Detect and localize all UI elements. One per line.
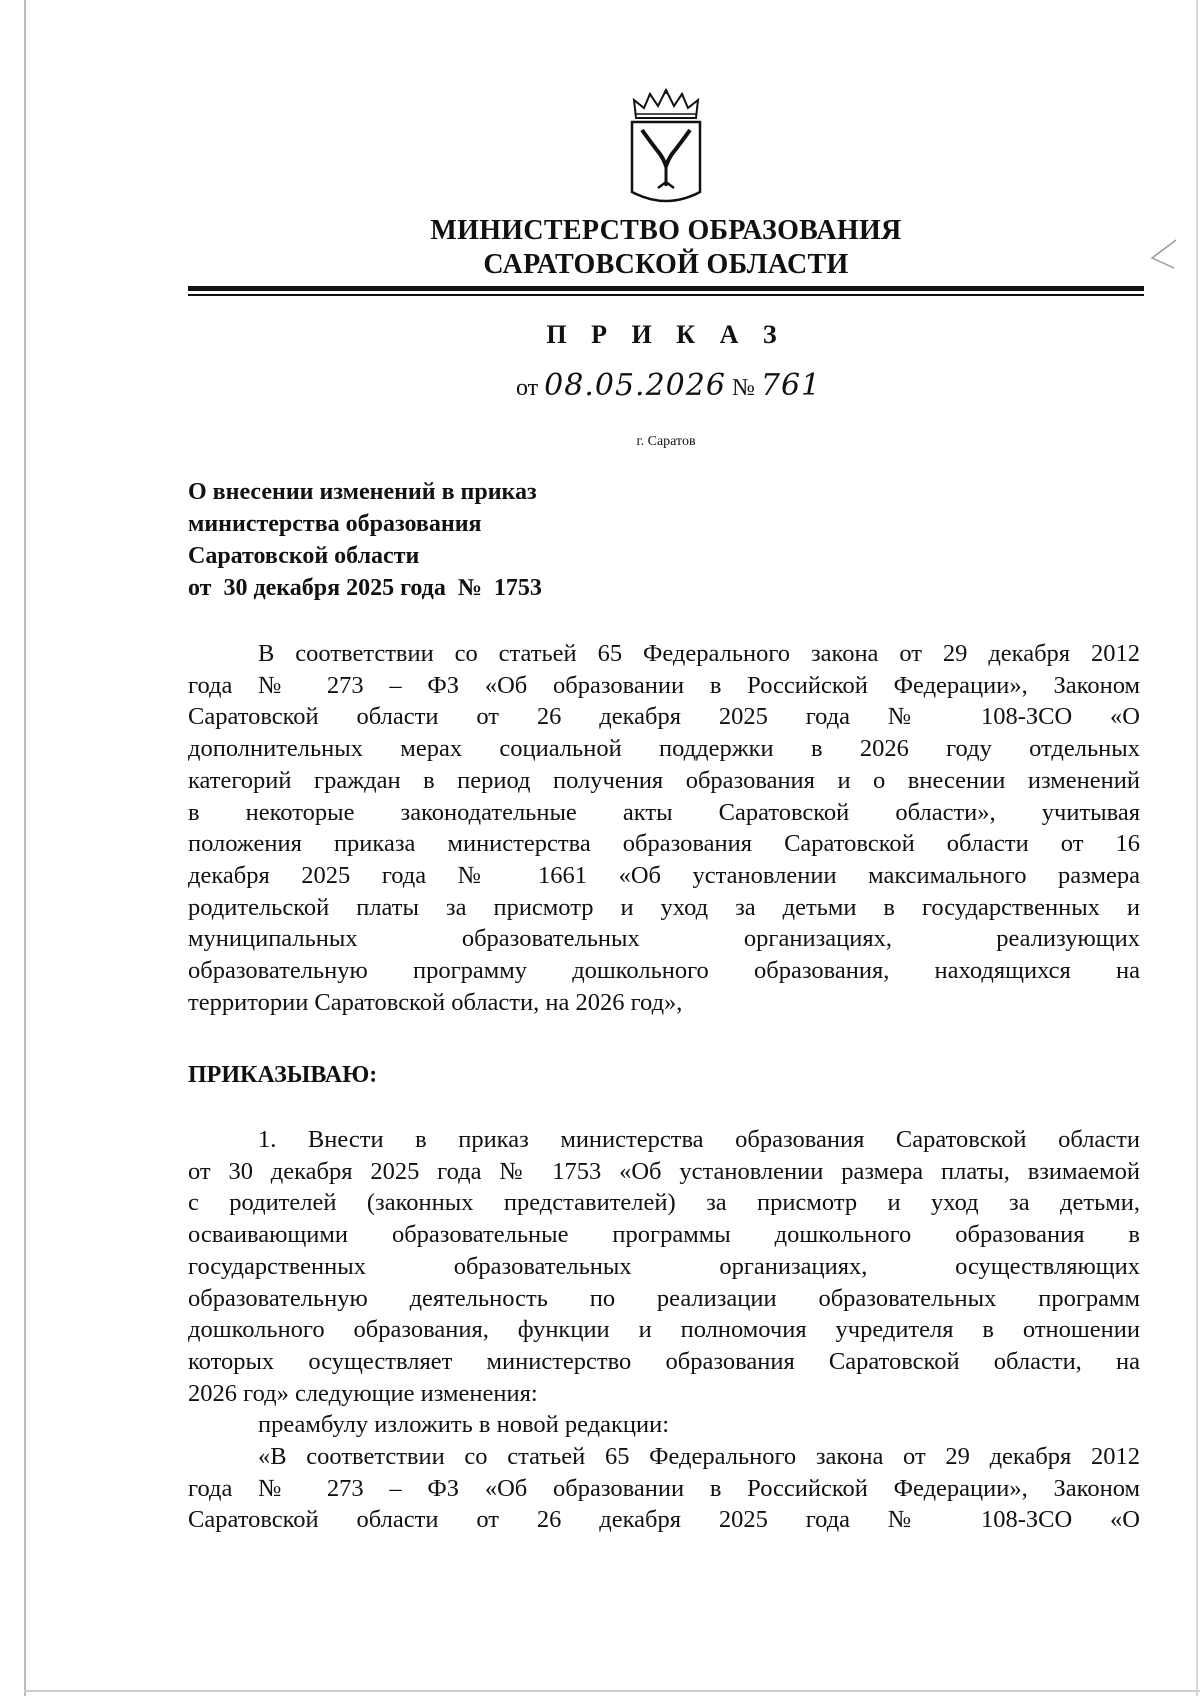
subject-line: министерства образования (188, 511, 482, 537)
text-line: образовательную деятельность по реализации образовательных программ (188, 1284, 1140, 1312)
text-line: Саратовской области от 26 декабря 2025 года № 108-ЗСО «О (188, 1506, 1140, 1534)
org-name-line1: МИНИСТЕРСТВО ОБРАЗОВАНИЯ (430, 215, 902, 246)
text-line: дошкольного образования, функции и полномочия учредителя в отношении (188, 1316, 1140, 1344)
date-number-line (516, 368, 821, 403)
text-line: территории Саратовской области, на 2026 год», (188, 988, 683, 1016)
text-line: категорий граждан в период получения образования и о внесении изменений (188, 766, 1140, 794)
text-line: в некоторые законодательные акты Саратовской области», учитывая (188, 798, 1140, 826)
text-line: с родителей (законных представителей) за присмотр и уход за детьми, (188, 1189, 1140, 1217)
text-line: декабря 2025 года № 1661 «Об установлении максимального размера (188, 861, 1140, 889)
handwritten-date: 08.05.2026 (544, 368, 726, 403)
subject-line: от 30 декабря 2025 года № 1753 (188, 575, 542, 601)
letterhead-rule-thick (188, 286, 1144, 291)
text-line: В соответствии со статьей 65 Федерального закона от 29 декабря 2012 (258, 640, 1140, 667)
letterhead (188, 214, 1144, 282)
text-line: дополнительных мерах социальной поддержки в 2026 году отдельных (188, 735, 1140, 763)
subject-line: О внесении изменений в приказ (188, 479, 537, 505)
text-line: которых осуществляет министерство образования Саратовской области, на (188, 1347, 1140, 1375)
letterhead-rule-thin (188, 294, 1144, 296)
preamble-paragraph (188, 638, 1140, 1018)
order-directive-heading: ПРИКАЗЫВАЮ: (188, 1062, 378, 1088)
text-line: осваивающими образовательные программы дошкольного образования в (188, 1221, 1140, 1249)
margin-pencil-mark (1148, 236, 1178, 272)
scan-edge-right (1196, 0, 1198, 1696)
text-line: образовательную программу дошкольного образования, находящихся на (188, 957, 1140, 985)
text-line: родительской платы за присмотр и уход за детьми в государственных и (188, 893, 1140, 921)
document-type: П Р И К А З (546, 320, 786, 349)
order-item-paragraph (188, 1124, 1140, 1536)
text-line: 1. Внести в приказ министерства образования Саратовской области (258, 1126, 1140, 1153)
text-line: года № 273 – ФЗ «Об образовании в Российской Федерации», Законом (188, 671, 1140, 699)
text-line: положения приказа министерства образования Саратовской области от 16 (188, 830, 1140, 858)
handwritten-number: 761 (760, 368, 822, 403)
order-subject (188, 476, 788, 604)
text-line: от 30 декабря 2025 года № 1753 «Об установлении размера платы, взимаемой (188, 1157, 1140, 1185)
text-line: преамбулу изложить в новой редакции: (258, 1411, 670, 1439)
scan-edge-bottom (24, 1690, 1200, 1692)
date-prefix: от (516, 375, 539, 401)
coat-of-arms-icon (628, 88, 704, 212)
text-line: «В соответствии со статьей 65 Федерального закона от 29 декабря 2012 (258, 1443, 1140, 1471)
number-prefix: № (731, 375, 755, 401)
text-line: 2026 год» следующие изменения: (188, 1379, 538, 1407)
scan-edge-left (24, 0, 26, 1696)
text-line: года № 273 – ФЗ «Об образовании в Российской Федерации», Законом (188, 1474, 1140, 1502)
text-line: государственных образовательных организациях, осуществляющих (188, 1252, 1140, 1280)
city-label: г. Саратов (636, 434, 696, 449)
org-name-line2: САРАТОВСКОЙ ОБЛАСТИ (483, 249, 849, 280)
text-line: Саратовской области от 26 декабря 2025 года № 108-ЗСО «О (188, 703, 1140, 731)
subject-line: Саратовской области (188, 543, 420, 569)
text-line: муниципальных образовательных организациях, реализующих (188, 925, 1140, 953)
